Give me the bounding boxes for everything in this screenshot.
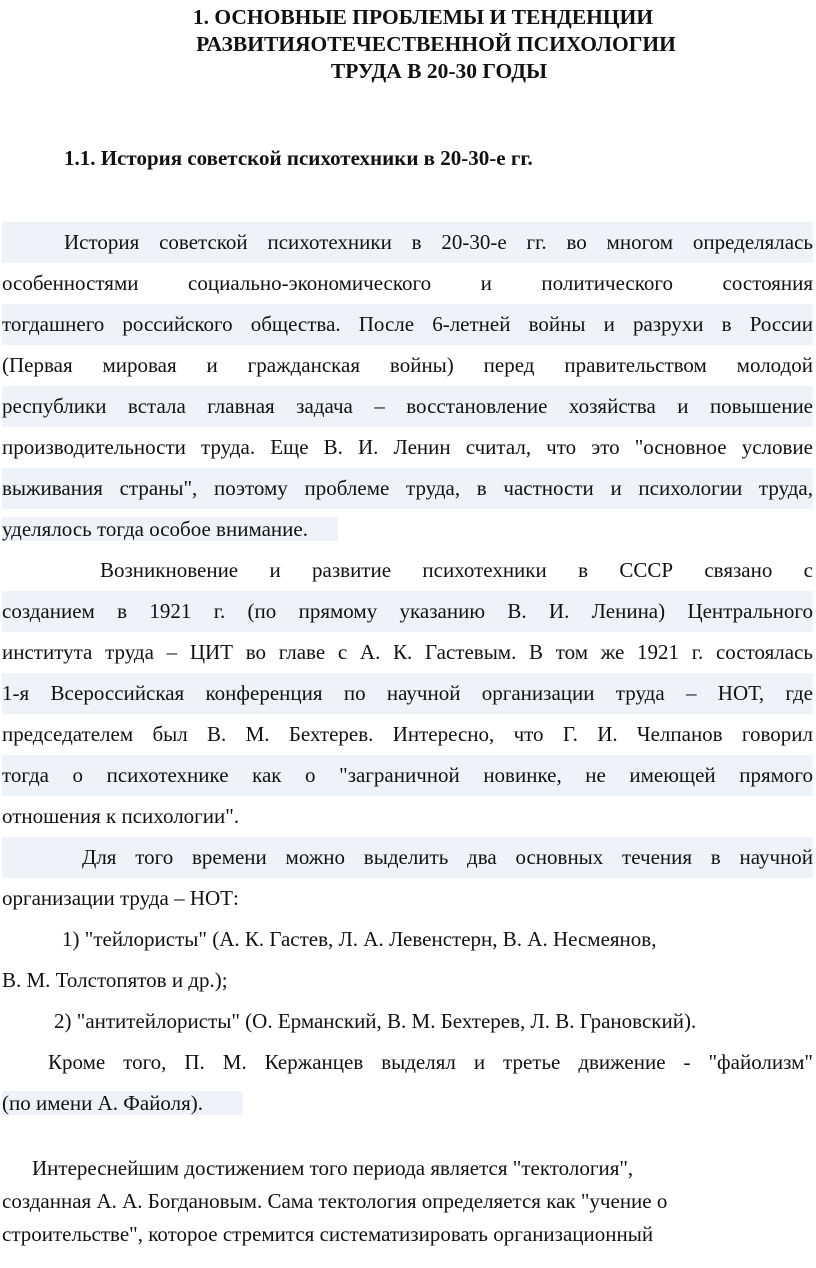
text-line: 1-я Всероссийская конференция по научной организации труда – НОТ, где [2,673,813,714]
chapter-heading-line-3: ТРУДА В 20-30 ГОДЫ [330,59,548,83]
text-line: созданием в 1921 г. (по прямому указанию В. И. Ленина) Центрального [2,591,813,632]
chapter-heading [0,4,816,85]
document-body-continued [2,1152,813,1251]
section-subheading: 1.1. История советской психотехники в 20-30-е гг. [64,146,533,170]
text-line: выживания страны", поэтому проблеме труда, в частности и психологии труда, [2,468,813,509]
document-body [2,222,813,1124]
text-line: института труда – ЦИТ во главе с А. К. Гастевым. В том же 1921 г. состоялась [2,640,813,664]
list-item: В. М. Толстопятов и др.); [2,968,228,992]
text-line: Кроме того, П. М. Кержанцев выделял и третье движение - "файолизм" [48,1050,813,1074]
text-line: особенностями социально-экономического и политического состояния [2,271,813,295]
text-line: созданная А. А. Богдановым. Сама тектология определяется как "учение о [2,1189,668,1213]
text-line-content: (по имени А. Файоля). [2,1091,243,1115]
chapter-heading-line-1: 1. ОСНОВНЫЕ ПРОБЛЕМЫ И ТЕНДЕНЦИИ [192,5,654,29]
text-line: тогда о психотехнике как о "заграничной новинке, не имеющей прямого [2,755,813,796]
text-line: организации труда – НОТ: [2,886,239,910]
text-line: (Первая мировая и гражданская войны) перед правительством молодой [2,353,813,377]
text-line [2,1083,813,1124]
text-line [2,509,813,550]
chapter-heading-line-2: РАЗВИТИЯОТЕЧЕСТВЕННОЙ ПСИХОЛОГИИ [196,32,676,56]
text-line: председателем был В. М. Бехтерев. Интересно, что Г. И. Челпанов говорил [2,722,813,746]
text-line: Возникновение и развитие психотехники в СССР связано с [100,558,813,582]
text-line: республики встала главная задача – восстановление хозяйства и повышение [2,386,813,427]
text-line: производительности труда. Еще В. И. Ленин считал, что это "основное условие [2,435,813,459]
text-line: Для того времени можно выделить два основных течения в научной [2,837,813,878]
text-line: тогдашнего российского общества. После 6-летней войны и разрухи в России [2,304,813,345]
text-line: строительстве", которое стремится систематизировать организационный [2,1222,654,1246]
text-line: Интереснейшим достижением того периода является "тектология", [32,1156,634,1180]
text-line: отношения к психологии". [2,804,240,828]
text-line: История советской психотехники в 20-30-е гг. во многом определялась [2,222,813,263]
list-item: 2) "антитейлористы" (О. Ерманский, В. М. Бехтерев, Л. В. Грановский). [54,1009,697,1033]
list-item: 1) "тейлористы" (А. К. Гастев, Л. А. Левенстерн, В. А. Несмеянов, [62,927,657,951]
text-line-content: уделялось тогда особое внимание. [2,517,338,541]
